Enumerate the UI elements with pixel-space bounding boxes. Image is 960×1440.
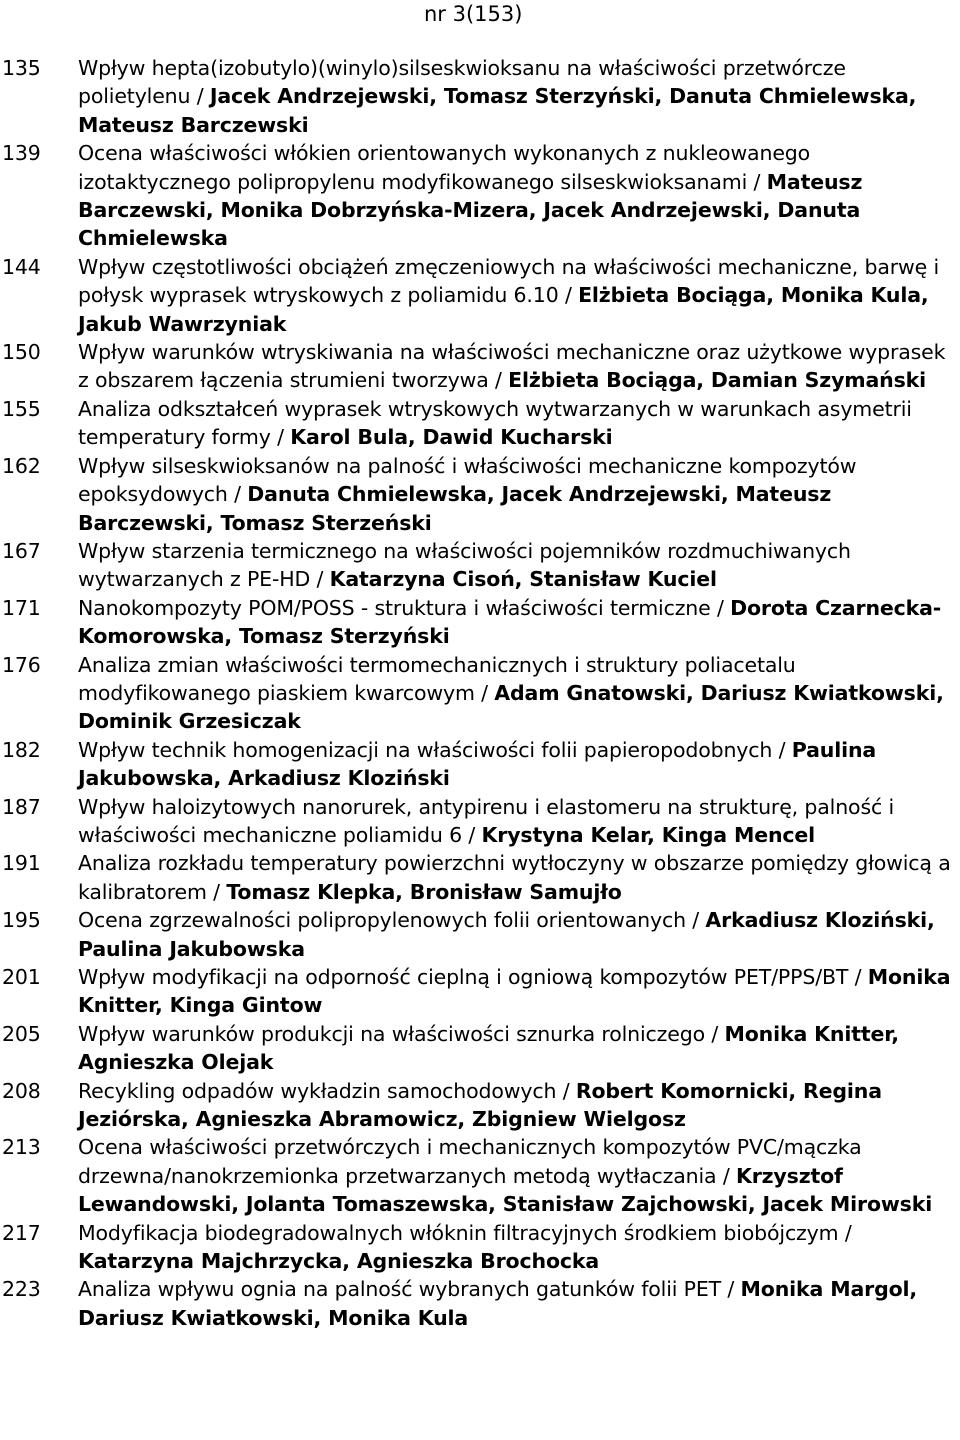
page-number: 171 — [2, 595, 41, 620]
article-authors: Elżbieta Bociąga, Damian Szymański — [508, 368, 927, 393]
toc-entry — [0, 537, 960, 594]
entry-text — [78, 793, 960, 850]
toc-entry — [0, 54, 960, 139]
article-authors: Monika Margol, Dariusz Kwiatkowski, Monika Kula — [78, 1277, 918, 1330]
toc-entry — [0, 651, 960, 736]
page-number: 223 — [2, 1277, 41, 1302]
toc-entry — [0, 1077, 960, 1134]
article-title: Ocena właściwości przetwórczych i mechanicznych kompozytów PVC/mączka drzewna/nanokrzemionka przetwarzanych metodą wytłaczania / — [78, 1135, 862, 1188]
entry-text — [78, 1133, 960, 1218]
article-title: Analiza wpływu ognia na palność wybranych gatunków folii PET / — [78, 1277, 741, 1302]
page-number: 201 — [2, 965, 41, 989]
article-title: Analiza rozkładu temperatury powierzchni wytłoczyny w obszarze pomiędzy głowicą a kalibratorem / — [78, 851, 951, 904]
toc-entry — [0, 963, 960, 1020]
article-authors: Tomasz Klepka, Bronisław Samujło — [226, 879, 622, 904]
page-number: 213 — [2, 1135, 41, 1160]
page-number: 176 — [2, 652, 41, 677]
article-authors: Danuta Chmielewska, Jacek Andrzejewski, Mateusz Barczewski, Tomasz Sterzeński — [78, 482, 832, 535]
entry-text — [78, 736, 960, 793]
article-authors: Paulina Jakubowska, Arkadiusz Kloziński — [78, 737, 877, 791]
toc-entry — [0, 452, 960, 537]
page-number: 167 — [2, 538, 41, 563]
entry-text — [78, 452, 960, 537]
article-title: Recykling odpadów wykładzin samochodowych / — [78, 1078, 576, 1103]
article-authors: Monika Knitter, Kinga Gintow — [78, 965, 951, 1018]
article-authors: Karol Bula, Dawid Kucharski — [290, 425, 613, 450]
article-authors: Katarzyna Majchrzycka, Agnieszka Brochocka — [78, 1249, 600, 1274]
toc-entry — [0, 594, 960, 651]
table-of-contents — [0, 54, 960, 1332]
article-title: Ocena zgrzewalności polipropylenowych folii orientowanych / — [78, 908, 706, 933]
entry-text — [78, 537, 960, 594]
article-title: Wpływ haloizytowych nanorurek, antypirenu i elastomeru na strukturę, palność i właściwości mechaniczne poliamidu 6 / — [78, 794, 895, 847]
toc-entry — [0, 793, 960, 850]
article-title: Wpływ hepta(izobutylo)(winylo)silseskwioksanu na właściwości przetwórcze polietylenu / — [78, 56, 846, 109]
toc-entry — [0, 1275, 960, 1332]
article-authors: Monika Knitter, Agnieszka Olejak — [78, 1021, 899, 1075]
page-number: 155 — [2, 396, 41, 421]
article-authors: Jacek Andrzejewski, Tomasz Sterzyński, Danuta Chmielewska, Mateusz Barczewski — [78, 84, 917, 137]
entry-text — [78, 395, 960, 452]
article-title: Wpływ częstotliwości obciążeń zmęczeniowych na właściwości mechaniczne, barwę i połysk wyprasek wtryskowych z poliamidu 6.10 / — [78, 254, 940, 308]
article-authors: Krzysztof Lewandowski, Jolanta Tomaszewska, Stanisław Zajchowski, Jacek Mirowski — [78, 1163, 933, 1217]
article-authors: Adam Gnatowski, Dariusz Kwiatkowski, Dominik Grzesiczak — [78, 680, 944, 734]
page-number: 144 — [2, 254, 41, 279]
entry-text — [78, 1275, 960, 1332]
article-authors: Robert Komornicki, Regina Jeziórska, Agnieszka Abramowicz, Zbigniew Wielgosz — [78, 1078, 882, 1132]
entry-text — [78, 849, 960, 906]
toc-entry — [0, 906, 960, 963]
toc-entry — [0, 1133, 960, 1218]
toc-entry — [0, 253, 960, 338]
entry-text — [78, 1219, 960, 1276]
article-title: Analiza zmian właściwości termomechanicznych i struktury poliacetalu modyfikowanego piaskiem kwarcowym / — [78, 652, 796, 705]
toc-entry — [0, 1020, 960, 1077]
entry-text — [78, 963, 960, 1020]
article-authors: Krystyna Kelar, Kinga Mencel — [481, 822, 816, 847]
entry-text — [78, 54, 960, 139]
article-title: Wpływ modyfikacji na odporność cieplną i ogniową kompozytów PET/PPS/BT / — [78, 965, 868, 989]
toc-entry — [0, 395, 960, 452]
page-number: 187 — [2, 794, 41, 819]
article-authors: Mateusz Barczewski, Monika Dobrzyńska-Mizera, Jacek Andrzejewski, Danuta Chmielewska — [78, 169, 863, 251]
entry-text — [78, 651, 960, 736]
article-authors: Dorota Czarnecka-Komorowska, Tomasz Sterzyński — [78, 595, 942, 649]
entry-text — [78, 253, 960, 338]
toc-entry — [0, 736, 960, 793]
article-authors: Katarzyna Cisoń, Stanisław Kuciel — [329, 567, 717, 592]
page-number: 139 — [2, 141, 41, 166]
page-number: 162 — [2, 453, 41, 478]
entry-text — [78, 338, 960, 395]
article-title: Wpływ warunków produkcji na właściwości sznurka rolniczego / — [78, 1021, 725, 1046]
article-authors: Elżbieta Bociąga, Monika Kula, Jakub Wawrzyniak — [78, 283, 929, 336]
article-title: Modyfikacja biodegradowalnych włóknin filtracyjnych środkiem biobójczym / — [78, 1220, 852, 1245]
article-authors: Arkadiusz Kloziński, Paulina Jakubowska — [78, 908, 935, 961]
entry-text — [78, 906, 960, 963]
page-number: 182 — [2, 737, 41, 762]
article-title: Nanokompozyty POM/POSS - struktura i właściwości termiczne / — [78, 595, 731, 620]
article-title: Analiza odkształceń wyprasek wtryskowych wytwarzanych w warunkach asymetrii temperatury formy / — [78, 396, 912, 450]
issue-number: nr 3(153) — [424, 2, 523, 26]
page-number: 217 — [2, 1220, 41, 1245]
toc-entry — [0, 1219, 960, 1276]
page-number: 195 — [2, 908, 41, 933]
toc-entry — [0, 338, 960, 395]
entry-text — [78, 594, 960, 651]
page-number: 205 — [2, 1021, 41, 1046]
article-title: Wpływ technik homogenizacji na właściwości folii papieropodobnych / — [78, 737, 792, 762]
toc-entry — [0, 139, 960, 253]
entry-text — [78, 1077, 960, 1134]
article-title: Wpływ starzenia termicznego na właściwości pojemników rozdmuchiwanych wytwarzanych z PE-HD / — [78, 538, 851, 592]
article-title: Wpływ silseskwioksanów na palność i właściwości mechaniczne kompozytów epoksydowych / — [78, 453, 857, 507]
entry-text — [78, 139, 960, 253]
article-title: Ocena właściwości włókien orientowanych wykonanych z nukleowanego izotaktycznego polipropylenu modyfikowanego silseskwioksanami / — [78, 141, 811, 194]
page-number: 191 — [2, 851, 41, 876]
toc-entry — [0, 849, 960, 906]
page-number: 150 — [2, 340, 41, 365]
entry-text — [78, 1020, 960, 1077]
page-number: 135 — [2, 56, 41, 80]
page-number: 208 — [2, 1078, 41, 1103]
article-title: Wpływ warunków wtryskiwania na właściwości mechaniczne oraz użytkowe wyprasek z obszarem łączenia strumieni tworzywa / — [78, 340, 946, 393]
